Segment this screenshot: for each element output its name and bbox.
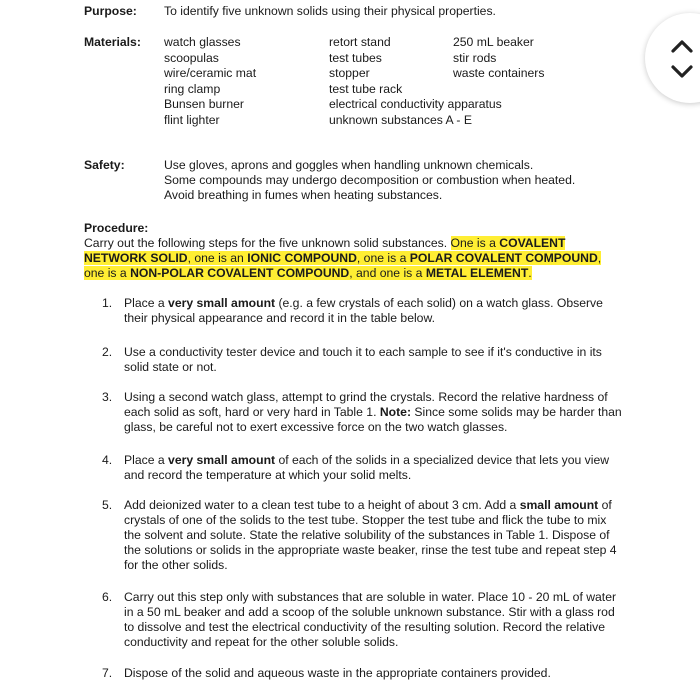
highlight-text: . bbox=[528, 266, 532, 280]
chevron-up-icon bbox=[669, 35, 695, 57]
step-number: 4. bbox=[102, 453, 113, 467]
page-navigation-widget bbox=[645, 13, 700, 103]
step-text-bold: very small amount bbox=[168, 453, 276, 467]
step-text bbox=[124, 390, 624, 435]
step-text-part: of crystals of one of the solids to the test tube. Stopper the test tube and flick the tube to mix the solvent and solute. State the relative solubility of the substances in Table 1. Dispose of the solutions or solids in the appropriate waste beaker, rinse the test tube and repeat step 4 for the other solids. bbox=[124, 498, 617, 572]
material-item: scoopulas bbox=[164, 50, 219, 65]
step-number: 1. bbox=[102, 296, 113, 310]
step-number: 6. bbox=[102, 590, 113, 604]
highlight-bold: IONIC COMPOUND bbox=[247, 251, 357, 265]
step-number: 3. bbox=[102, 390, 113, 404]
safety-text bbox=[164, 158, 575, 203]
step-text-part: Dispose of the solid and aqueous waste in the appropriate containers provided. bbox=[124, 666, 551, 680]
step-text-part: Place a bbox=[124, 453, 169, 467]
step-text bbox=[124, 590, 624, 650]
purpose-label: Purpose: bbox=[84, 4, 137, 18]
previous-page-button[interactable] bbox=[669, 35, 695, 57]
step-text-part: (e.g. a few crystals of each solid) on a watch glass. Observe their physical appearance and record it in the table below. bbox=[124, 296, 603, 325]
highlight-bold: METAL ELEMENT bbox=[425, 266, 529, 280]
highlight-text: , one is a bbox=[84, 251, 602, 280]
step-text-part: Place a bbox=[124, 296, 169, 310]
material-item: unknown substances A - E bbox=[329, 112, 472, 127]
safety-line: Avoid breathing in fumes when heating substances. bbox=[164, 188, 443, 202]
highlight-bold: NON-POLAR COVALENT COMPOUND bbox=[130, 266, 350, 280]
step-number: 5. bbox=[102, 498, 113, 512]
material-item: 250 mL beaker bbox=[453, 35, 534, 49]
material-item: electrical conductivity apparatus bbox=[329, 97, 502, 111]
material-item: ring clamp bbox=[164, 81, 221, 96]
material-item: stir rods bbox=[453, 50, 497, 65]
safety-line: Some compounds may undergo decomposition or combustion when heated. bbox=[164, 173, 576, 187]
highlight-text: , and one is a bbox=[349, 266, 426, 280]
next-page-button[interactable] bbox=[669, 61, 695, 83]
material-item: test tube rack bbox=[329, 81, 403, 96]
highlight-text: One is a bbox=[450, 236, 500, 250]
procedure-title: Procedure: bbox=[84, 221, 149, 235]
highlight-text: , one is an bbox=[187, 251, 248, 265]
step-text bbox=[124, 498, 624, 573]
material-item: stopper bbox=[329, 66, 370, 80]
step-text-part: Since some solids may be harder than glass, be careful not to exert excessive force on the two watch glasses. bbox=[124, 405, 622, 434]
step-text-part: Add deionized water to a clean test tube to a height of about 3 cm. Add a bbox=[124, 498, 520, 512]
materials-label: Materials: bbox=[84, 35, 141, 49]
step-text bbox=[124, 345, 624, 375]
purpose-text: To identify five unknown solids using their physical properties. bbox=[164, 4, 496, 18]
step-text-bold: very small amount bbox=[168, 296, 276, 310]
procedure-intro bbox=[84, 236, 624, 281]
step-number: 2. bbox=[102, 345, 113, 359]
chevron-down-icon bbox=[669, 61, 695, 83]
safety-line: Use gloves, aprons and goggles when handling unknown chemicals. bbox=[164, 158, 534, 172]
material-item: waste containers bbox=[453, 66, 545, 80]
step-text bbox=[124, 666, 624, 681]
safety-label: Safety: bbox=[84, 158, 125, 172]
step-text-part: Using a second watch glass, attempt to grind the crystals. Record the relative hardness of each solid as soft, hard or very hard in Table 1. bbox=[124, 390, 608, 419]
material-item: wire/ceramic mat bbox=[164, 66, 257, 80]
material-item: watch glasses bbox=[164, 35, 241, 49]
step-text bbox=[124, 296, 624, 326]
step-number: 7. bbox=[102, 666, 113, 680]
highlight-bold: COVALENT NETWORK SOLID bbox=[84, 236, 566, 265]
step-text-part: Carry out this step only with substances that are soluble in water. Place 10 - 20 mL of water in a 50 mL beaker and add a scoop of the soluble unknown substance. Stir with a glass rod to dissolve and test the electrical conductivity of the resulting solution. Record the relative conductivity and repeat for the other soluble solids. bbox=[124, 590, 617, 649]
step-text-bold: Note: bbox=[379, 405, 412, 419]
step-text-part: of each of the solids in a specialized device that lets you view and record the temperature at which your solid melts. bbox=[124, 453, 610, 482]
procedure-intro-text: Carry out the following steps for the five unknown solid substances. bbox=[84, 236, 448, 250]
step-text-part: Use a conductivity tester device and touch it to each sample to see if it's conductive in its solid state or not. bbox=[124, 345, 602, 374]
step-text-bold: small amount bbox=[519, 498, 599, 512]
material-item: Bunsen burner bbox=[164, 97, 244, 111]
materials-column-3 bbox=[453, 35, 544, 82]
highlight-text: , one is a bbox=[356, 251, 410, 265]
materials-column-1 bbox=[164, 35, 256, 128]
step-text bbox=[124, 453, 624, 483]
material-item: test tubes bbox=[329, 50, 382, 65]
material-item: retort stand bbox=[329, 35, 391, 49]
highlight-bold: POLAR COVALENT COMPOUND bbox=[409, 251, 598, 265]
material-item: flint lighter bbox=[164, 112, 220, 127]
